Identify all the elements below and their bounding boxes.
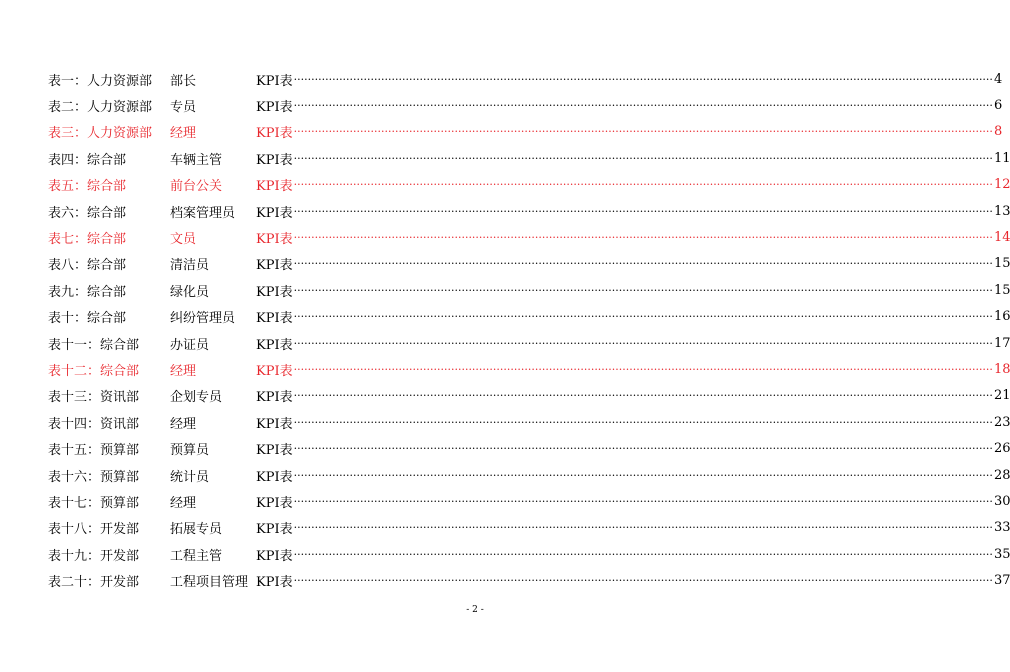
toc-page-number: 15 <box>993 282 1010 298</box>
toc-row[interactable] <box>48 224 1010 250</box>
toc-table-label: 表十一：综合部 <box>48 337 140 353</box>
toc-kpi-label: KPI表 <box>256 311 293 327</box>
toc-row[interactable] <box>48 277 1010 303</box>
toc-row[interactable] <box>48 66 1003 92</box>
toc-kpi-label: KPI表 <box>256 575 293 591</box>
toc-row[interactable] <box>48 145 1010 171</box>
toc-table-label: 表十五：预算部 <box>48 443 140 459</box>
toc-position-label: 拓展专员 <box>170 522 223 538</box>
toc-kpi-label: KPI表 <box>256 390 293 406</box>
toc-page-number: 37 <box>993 573 1010 589</box>
toc-table-label: 表十：综合部 <box>48 311 127 327</box>
toc-page-number: 6 <box>993 98 1003 114</box>
toc-dot-leader: ········································································································································································································ <box>293 521 993 535</box>
toc-dot-leader: ········································································································································································································ <box>293 178 993 192</box>
toc-page-number: 12 <box>993 177 1010 193</box>
toc-dot-leader: ········································································································································································································ <box>293 547 993 561</box>
toc-dot-leader: ········································································································································································································ <box>293 72 993 86</box>
toc-row[interactable] <box>48 409 1010 435</box>
toc-position-label: 档案管理员 <box>170 205 236 221</box>
toc-page-number: 23 <box>993 414 1010 430</box>
toc-kpi-label: KPI表 <box>256 469 293 485</box>
toc-kpi-label: KPI表 <box>256 284 293 300</box>
toc-dot-leader: ········································································································································································································ <box>293 362 993 376</box>
toc-table-label: 表四：综合部 <box>48 152 127 168</box>
toc-dot-leader: ········································································································································································································ <box>293 468 993 482</box>
toc-row[interactable] <box>48 515 1010 541</box>
toc-row[interactable] <box>48 198 1010 224</box>
toc-table-label: 表五：综合部 <box>48 179 127 195</box>
toc-position-label: 经理 <box>170 126 197 142</box>
toc-position-label: 文员 <box>170 232 197 248</box>
toc-table-label: 表三：人力资源部 <box>48 126 153 142</box>
toc-page-number: 13 <box>993 203 1010 219</box>
toc-dot-leader: ········································································································································································································ <box>293 336 993 350</box>
toc-kpi-label: KPI表 <box>256 232 293 248</box>
toc-table-label: 表十九：开发部 <box>48 548 140 564</box>
toc-page-number: 17 <box>993 335 1010 351</box>
toc-dot-leader: ········································································································································································································ <box>293 99 993 113</box>
toc-table-label: 表十三：资讯部 <box>48 390 140 406</box>
toc-dot-leader: ········································································································································································································ <box>293 389 993 403</box>
toc-table-label: 表十四：资讯部 <box>48 416 140 432</box>
toc-dot-leader: ········································································································································································································ <box>293 257 993 271</box>
toc-position-label: 办证员 <box>170 337 210 353</box>
toc-row[interactable] <box>48 119 1003 145</box>
toc-kpi-label: KPI表 <box>256 337 293 353</box>
toc-position-label: 纠纷管理员 <box>170 311 236 327</box>
toc-row[interactable] <box>48 488 1010 514</box>
toc-position-label: 统计员 <box>170 469 210 485</box>
toc-row[interactable] <box>48 383 1010 409</box>
toc-dot-leader: ········································································································································································································ <box>293 204 993 218</box>
toc-position-label: 前台公关 <box>170 179 223 195</box>
toc-kpi-label: KPI表 <box>256 522 293 538</box>
toc-table-label: 表二：人力资源部 <box>48 100 153 116</box>
toc-kpi-label: KPI表 <box>256 179 293 195</box>
toc-dot-leader: ········································································································································································································ <box>293 125 993 139</box>
toc-position-label: 工程项目管理 <box>170 575 249 591</box>
toc-dot-leader: ········································································································································································································ <box>293 151 993 165</box>
toc-kpi-label: KPI表 <box>256 258 293 274</box>
toc-page-number: 4 <box>993 71 1003 87</box>
toc-table-label: 表二十：开发部 <box>48 575 140 591</box>
toc-table-label: 表八：综合部 <box>48 258 127 274</box>
toc-kpi-label: KPI表 <box>256 548 293 564</box>
toc-table-label: 表一：人力资源部 <box>48 73 153 89</box>
page-number-footer: - 2 - <box>466 605 484 615</box>
toc-position-label: 车辆主管 <box>170 152 223 168</box>
toc-row[interactable] <box>48 304 1010 330</box>
toc-row[interactable] <box>48 330 1010 356</box>
toc-position-label: 企划专员 <box>170 390 223 406</box>
toc-page-number: 11 <box>993 150 1010 166</box>
toc-position-label: 经理 <box>170 495 197 511</box>
toc-page-number: 8 <box>993 124 1003 140</box>
toc-page-number: 26 <box>993 441 1010 457</box>
toc-row[interactable] <box>48 356 1010 382</box>
toc-row[interactable] <box>48 541 1010 567</box>
toc-kpi-label: KPI表 <box>256 443 293 459</box>
toc-table-label: 表十二：综合部 <box>48 363 140 379</box>
toc-position-label: 部长 <box>170 73 197 89</box>
toc-dot-leader: ········································································································································································································ <box>293 231 993 245</box>
toc-row[interactable] <box>48 435 1010 461</box>
toc-page-number: 35 <box>993 546 1010 562</box>
toc-page-number: 30 <box>993 493 1010 509</box>
toc-position-label: 工程主管 <box>170 548 223 564</box>
toc-row[interactable] <box>48 172 1010 198</box>
toc-position-label: 清洁员 <box>170 258 210 274</box>
toc-table-label: 表六：综合部 <box>48 205 127 221</box>
toc-dot-leader: ········································································································································································································ <box>293 283 993 297</box>
toc-kpi-label: KPI表 <box>256 126 293 142</box>
toc-page-number: 28 <box>993 467 1010 483</box>
toc-table-label: 表十七：预算部 <box>48 495 140 511</box>
toc-position-label: 绿化员 <box>170 284 210 300</box>
toc-kpi-label: KPI表 <box>256 152 293 168</box>
toc-kpi-label: KPI表 <box>256 100 293 116</box>
table-of-contents <box>48 66 1010 594</box>
toc-kpi-label: KPI表 <box>256 363 293 379</box>
toc-dot-leader: ········································································································································································································ <box>293 494 993 508</box>
toc-table-label: 表九：综合部 <box>48 284 127 300</box>
toc-kpi-label: KPI表 <box>256 205 293 221</box>
toc-page-number: 14 <box>993 230 1010 246</box>
toc-row[interactable] <box>48 92 1003 118</box>
toc-row[interactable] <box>48 567 1010 593</box>
toc-table-label: 表十八：开发部 <box>48 522 140 538</box>
toc-kpi-label: KPI表 <box>256 416 293 432</box>
toc-page-number: 15 <box>993 256 1010 272</box>
toc-kpi-label: KPI表 <box>256 73 293 89</box>
toc-row[interactable] <box>48 462 1010 488</box>
toc-page-number: 33 <box>993 520 1010 536</box>
toc-row[interactable] <box>48 251 1010 277</box>
toc-position-label: 经理 <box>170 363 197 379</box>
toc-dot-leader: ········································································································································································································ <box>293 442 993 456</box>
toc-dot-leader: ········································································································································································································ <box>293 310 993 324</box>
toc-page-number: 21 <box>993 388 1010 404</box>
toc-dot-leader: ········································································································································································································ <box>293 415 993 429</box>
toc-dot-leader: ········································································································································································································ <box>293 574 993 588</box>
toc-position-label: 专员 <box>170 100 197 116</box>
toc-page-number: 18 <box>993 361 1010 377</box>
toc-table-label: 表七：综合部 <box>48 232 127 248</box>
toc-kpi-label: KPI表 <box>256 495 293 511</box>
toc-position-label: 预算员 <box>170 443 210 459</box>
toc-page-number: 16 <box>993 309 1010 325</box>
toc-table-label: 表十六：预算部 <box>48 469 140 485</box>
toc-position-label: 经理 <box>170 416 197 432</box>
